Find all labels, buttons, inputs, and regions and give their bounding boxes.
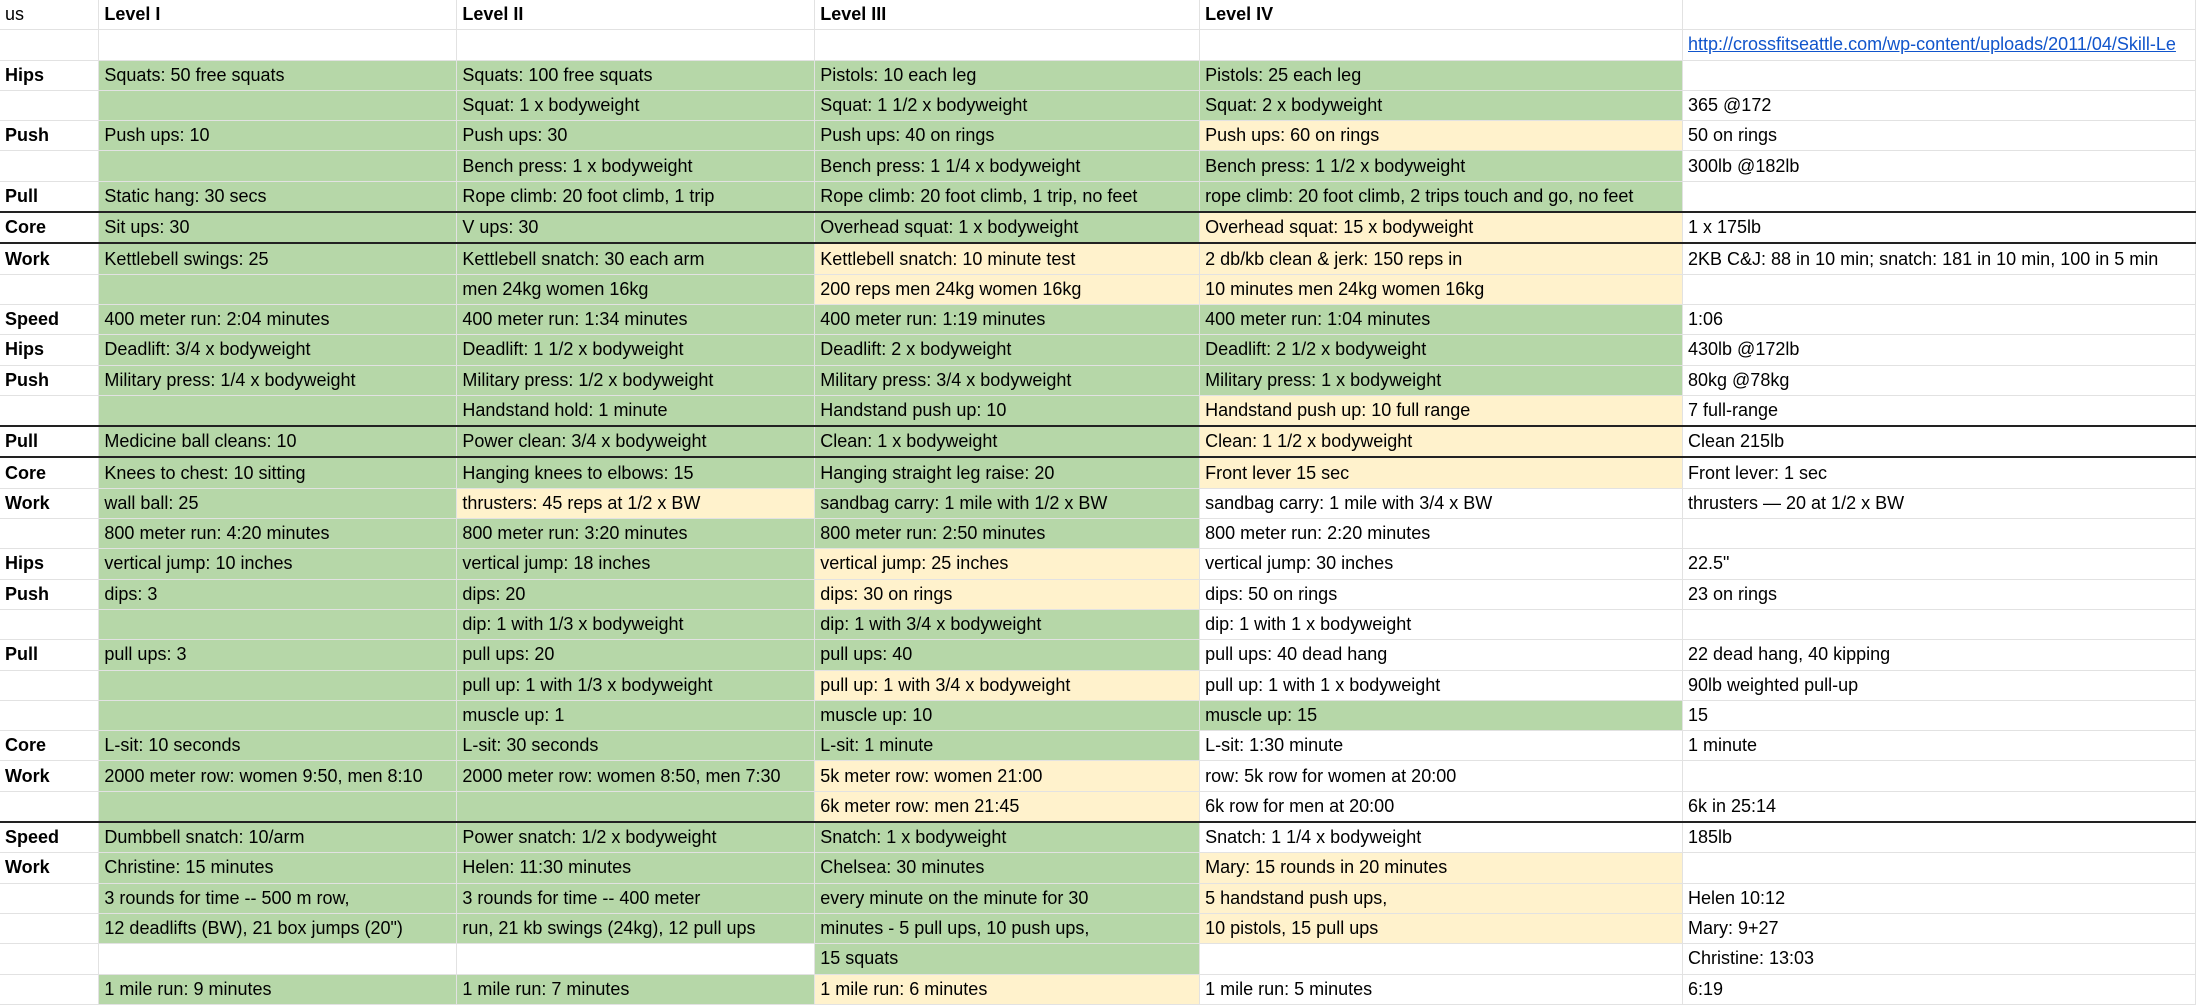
cell-category[interactable]: Pull [0,640,99,670]
cell-level-4[interactable]: vertical jump: 30 inches [1200,549,1683,579]
cell-notes[interactable]: 2KB C&J: 88 in 10 min; snatch: 181 in 10 min, 100 in 5 min [1683,243,2196,274]
cell-level-1[interactable] [99,609,457,639]
cell-level-2[interactable]: dips: 20 [457,579,815,609]
cell-level-1[interactable]: wall ball: 25 [99,488,457,518]
cell-level-4[interactable]: 800 meter run: 2:20 minutes [1200,519,1683,549]
cell-notes[interactable]: 1 x 175lb [1683,212,2196,243]
cell-level-2[interactable]: 400 meter run: 1:34 minutes [457,304,815,334]
cell-notes[interactable]: Helen 10:12 [1683,883,2196,913]
cell-level-1[interactable]: Push ups: 10 [99,121,457,151]
cell-level-1[interactable] [99,274,457,304]
cell-level-3[interactable]: Squat: 1 1/2 x bodyweight [815,90,1200,120]
cell-level-4[interactable]: Bench press: 1 1/2 x bodyweight [1200,151,1683,181]
cell-notes[interactable]: 185lb [1683,822,2196,853]
cell-level-3[interactable]: Bench press: 1 1/4 x bodyweight [815,151,1200,181]
table-row [0,731,2196,761]
cell-level-4[interactable]: sandbag carry: 1 mile with 3/4 x BW [1200,488,1683,518]
cell-notes[interactable] [1683,30,2196,60]
cell-category[interactable] [0,700,99,730]
cell-category[interactable]: Core [0,731,99,761]
cell-notes[interactable]: 22.5" [1683,549,2196,579]
cell-level-1[interactable]: 1 mile run: 9 minutes [99,974,457,1004]
cell-level-1[interactable]: Squats: 50 free squats [99,60,457,90]
cell-notes[interactable] [1683,274,2196,304]
cell-level-4[interactable]: 10 minutes men 24kg women 16kg [1200,274,1683,304]
table-row [0,365,2196,395]
cell-notes[interactable] [1683,181,2196,212]
table-row [0,822,2196,853]
cell-level-1[interactable]: pull ups: 3 [99,640,457,670]
cell-level-3[interactable]: Overhead squat: 1 x bodyweight [815,212,1200,243]
table-row [0,335,2196,365]
cell-level-1[interactable] [99,700,457,730]
cell-level-1[interactable]: 3 rounds for time -- 500 m row, [99,883,457,913]
cell-level-4[interactable]: Mary: 15 rounds in 20 minutes [1200,853,1683,883]
table-row [0,121,2196,151]
cell-notes[interactable] [1683,519,2196,549]
cell-level-3[interactable]: Rope climb: 20 foot climb, 1 trip, no feet [815,181,1200,212]
cell-level-2[interactable]: Push ups: 30 [457,121,815,151]
cell-level-1[interactable]: vertical jump: 10 inches [99,549,457,579]
cell-category[interactable] [0,395,99,426]
cell-level-2[interactable]: vertical jump: 18 inches [457,549,815,579]
cell-level-4[interactable]: L-sit: 1:30 minute [1200,731,1683,761]
cell-category[interactable] [0,791,99,822]
cell-notes[interactable]: 23 on rings [1683,579,2196,609]
cell-notes[interactable]: Clean 215lb [1683,426,2196,457]
table-row [0,761,2196,791]
cell-category[interactable] [0,913,99,943]
cell-category[interactable] [0,274,99,304]
cell-level-1[interactable]: 400 meter run: 2:04 minutes [99,304,457,334]
cell-level-2[interactable]: Deadlift: 1 1/2 x bodyweight [457,335,815,365]
cell-level-1[interactable]: Static hang: 30 secs [99,181,457,212]
cell-notes[interactable] [1683,609,2196,639]
cell-level-2[interactable]: 1 mile run: 7 minutes [457,974,815,1004]
table-row [0,488,2196,518]
table-row [0,640,2196,670]
cell-level-3[interactable]: Clean: 1 x bodyweight [815,426,1200,457]
table-row [0,913,2196,943]
cell-notes[interactable]: 6k in 25:14 [1683,791,2196,822]
table-row [0,579,2196,609]
cell-notes[interactable]: 22 dead hang, 40 kipping [1683,640,2196,670]
cell-category[interactable] [0,30,99,60]
cell-category[interactable]: Pull [0,181,99,212]
cell-level-4[interactable]: Push ups: 60 on rings [1200,121,1683,151]
cell-notes[interactable]: 430lb @172lb [1683,335,2196,365]
cell-level-4[interactable]: Handstand push up: 10 full range [1200,395,1683,426]
cell-level-1[interactable]: 800 meter run: 4:20 minutes [99,519,457,549]
cell-level-3[interactable]: 400 meter run: 1:19 minutes [815,304,1200,334]
cell-level-1[interactable]: Knees to chest: 10 sitting [99,457,457,488]
table-row [0,395,2196,426]
table-row [0,853,2196,883]
table-row [0,883,2196,913]
cell-level-2[interactable] [457,791,815,822]
cell-level-2[interactable]: Handstand hold: 1 minute [457,395,815,426]
cell-level-2[interactable]: pull up: 1 with 1/3 x bodyweight [457,670,815,700]
cell-category[interactable]: Push [0,579,99,609]
cell-category[interactable] [0,974,99,1004]
cell-level-1[interactable]: Sit ups: 30 [99,212,457,243]
cell-level-1[interactable] [99,791,457,822]
cell-level-4[interactable]: row: 5k row for women at 20:00 [1200,761,1683,791]
table-row [0,30,2196,60]
cell-level-2[interactable]: L-sit: 30 seconds [457,731,815,761]
table-row [0,181,2196,212]
cell-level-1[interactable]: Level I [99,0,457,30]
cell-level-3[interactable]: 6k meter row: men 21:45 [815,791,1200,822]
cell-level-1[interactable]: Christine: 15 minutes [99,853,457,883]
cell-level-4[interactable]: Front lever 15 sec [1200,457,1683,488]
cell-category[interactable]: Work [0,761,99,791]
cell-level-4[interactable]: Snatch: 1 1/4 x bodyweight [1200,822,1683,853]
cell-notes[interactable]: 90lb weighted pull-up [1683,670,2196,700]
cell-level-3[interactable]: L-sit: 1 minute [815,731,1200,761]
cell-level-2[interactable]: Rope climb: 20 foot climb, 1 trip [457,181,815,212]
cell-level-2[interactable]: 3 rounds for time -- 400 meter [457,883,815,913]
cell-level-2[interactable]: Kettlebell snatch: 30 each arm [457,243,815,274]
cell-category[interactable]: Speed [0,304,99,334]
cell-level-2[interactable]: muscle up: 1 [457,700,815,730]
cell-level-3[interactable] [815,30,1200,60]
cell-level-4[interactable]: dip: 1 with 1 x bodyweight [1200,609,1683,639]
table-row [0,90,2196,120]
cell-level-2[interactable]: Hanging knees to elbows: 15 [457,457,815,488]
cell-level-2[interactable] [457,944,815,974]
cell-notes[interactable]: 80kg @78kg [1683,365,2196,395]
table-row [0,274,2196,304]
table-row [0,944,2196,974]
cell-level-3[interactable]: 200 reps men 24kg women 16kg [815,274,1200,304]
table-row [0,519,2196,549]
cell-notes[interactable]: 365 @172 [1683,90,2196,120]
cell-level-1[interactable]: 2000 meter row: women 9:50, men 8:10 [99,761,457,791]
cell-category[interactable] [0,151,99,181]
cell-level-2[interactable]: Squat: 1 x bodyweight [457,90,815,120]
cell-notes[interactable]: 1 minute [1683,731,2196,761]
cell-category[interactable]: us [0,0,99,30]
cell-notes[interactable]: 7 full-range [1683,395,2196,426]
cell-category[interactable]: Push [0,365,99,395]
cell-level-3[interactable]: 1 mile run: 6 minutes [815,974,1200,1004]
cell-notes[interactable] [1683,761,2196,791]
table-row [0,304,2196,334]
cell-level-4[interactable]: dips: 50 on rings [1200,579,1683,609]
cell-level-3[interactable]: 800 meter run: 2:50 minutes [815,519,1200,549]
reference-link[interactable]: http://crossfitseattle.com/wp-content/uploads/2011/04/Skill-Le [1688,34,2176,55]
cell-level-4[interactable]: Pistols: 25 each leg [1200,60,1683,90]
cell-level-1[interactable] [99,151,457,181]
cell-level-2[interactable]: Military press: 1/2 x bodyweight [457,365,815,395]
cell-level-2[interactable]: pull ups: 20 [457,640,815,670]
cell-level-4[interactable]: Overhead squat: 15 x bodyweight [1200,212,1683,243]
cell-category[interactable] [0,944,99,974]
cell-level-2[interactable]: 800 meter run: 3:20 minutes [457,519,815,549]
cell-level-3[interactable]: Handstand push up: 10 [815,395,1200,426]
cell-level-3[interactable]: Kettlebell snatch: 10 minute test [815,243,1200,274]
cell-level-4[interactable]: 2 db/kb clean & jerk: 150 reps in [1200,243,1683,274]
cell-level-2[interactable]: Helen: 11:30 minutes [457,853,815,883]
cell-level-2[interactable] [457,30,815,60]
cell-notes[interactable]: 50 on rings [1683,121,2196,151]
cell-category[interactable]: Core [0,212,99,243]
cell-notes[interactable] [1683,0,2196,30]
cell-level-1[interactable]: Dumbbell snatch: 10/arm [99,822,457,853]
cell-level-3[interactable]: 15 squats [815,944,1200,974]
table-row [0,60,2196,90]
cell-level-3[interactable]: every minute on the minute for 30 [815,883,1200,913]
cell-notes[interactable]: Mary: 9+27 [1683,913,2196,943]
cell-level-3[interactable]: pull up: 1 with 3/4 x bodyweight [815,670,1200,700]
cell-level-1[interactable] [99,944,457,974]
cell-category[interactable] [0,90,99,120]
cell-notes[interactable] [1683,853,2196,883]
cell-level-1[interactable]: Kettlebell swings: 25 [99,243,457,274]
cell-level-3[interactable]: Snatch: 1 x bodyweight [815,822,1200,853]
cell-level-2[interactable]: 2000 meter row: women 8:50, men 7:30 [457,761,815,791]
table-row [0,791,2196,822]
cell-level-3[interactable]: Chelsea: 30 minutes [815,853,1200,883]
table-row [0,609,2196,639]
cell-category[interactable]: Speed [0,822,99,853]
cell-level-4[interactable]: pull ups: 40 dead hang [1200,640,1683,670]
cell-level-3[interactable]: Deadlift: 2 x bodyweight [815,335,1200,365]
cell-level-1[interactable] [99,670,457,700]
cell-level-4[interactable]: 400 meter run: 1:04 minutes [1200,304,1683,334]
cell-category[interactable] [0,609,99,639]
cell-level-1[interactable]: Medicine ball cleans: 10 [99,426,457,457]
cell-level-1[interactable] [99,30,457,60]
cell-level-4[interactable]: 6k row for men at 20:00 [1200,791,1683,822]
cell-level-1[interactable]: 12 deadlifts (BW), 21 box jumps (20") [99,913,457,943]
cell-notes[interactable]: 15 [1683,700,2196,730]
cell-level-4[interactable] [1200,944,1683,974]
cell-level-4[interactable]: pull up: 1 with 1 x bodyweight [1200,670,1683,700]
cell-category[interactable] [0,670,99,700]
cell-level-3[interactable]: Military press: 3/4 x bodyweight [815,365,1200,395]
cell-level-1[interactable]: dips: 3 [99,579,457,609]
cell-level-3[interactable]: Hanging straight leg raise: 20 [815,457,1200,488]
cell-level-4[interactable]: 1 mile run: 5 minutes [1200,974,1683,1004]
cell-notes[interactable] [1683,60,2196,90]
cell-category[interactable]: Core [0,457,99,488]
cell-level-4[interactable]: muscle up: 15 [1200,700,1683,730]
cell-level-2[interactable]: dip: 1 with 1/3 x bodyweight [457,609,815,639]
cell-level-4[interactable] [1200,30,1683,60]
cell-level-4[interactable]: Squat: 2 x bodyweight [1200,90,1683,120]
cell-level-1[interactable]: Military press: 1/4 x bodyweight [99,365,457,395]
cell-level-3[interactable]: vertical jump: 25 inches [815,549,1200,579]
table-row [0,700,2196,730]
cell-category[interactable] [0,883,99,913]
table-row [0,974,2196,1004]
table-row [0,426,2196,457]
cell-level-1[interactable]: L-sit: 10 seconds [99,731,457,761]
cell-level-3[interactable]: 5k meter row: women 21:00 [815,761,1200,791]
cell-level-1[interactable]: Deadlift: 3/4 x bodyweight [99,335,457,365]
cell-level-2[interactable]: men 24kg women 16kg [457,274,815,304]
cell-level-3[interactable]: minutes - 5 pull ups, 10 push ups, [815,913,1200,943]
cell-level-2[interactable]: V ups: 30 [457,212,815,243]
cell-level-1[interactable] [99,395,457,426]
cell-category[interactable]: Push [0,121,99,151]
cell-category[interactable]: Work [0,853,99,883]
cell-level-2[interactable]: Power snatch: 1/2 x bodyweight [457,822,815,853]
cell-level-3[interactable]: dips: 30 on rings [815,579,1200,609]
cell-notes[interactable]: Christine: 13:03 [1683,944,2196,974]
cell-notes[interactable]: 6:19 [1683,974,2196,1004]
cell-level-3[interactable]: muscle up: 10 [815,700,1200,730]
table-row [0,670,2196,700]
cell-category[interactable] [0,519,99,549]
cell-level-3[interactable]: pull ups: 40 [815,640,1200,670]
cell-level-4[interactable]: Military press: 1 x bodyweight [1200,365,1683,395]
cell-category[interactable]: Hips [0,549,99,579]
cell-level-2[interactable]: Squats: 100 free squats [457,60,815,90]
table-row [0,0,2196,30]
cell-level-2[interactable]: Level II [457,0,815,30]
table-row [0,457,2196,488]
cell-level-4[interactable]: rope climb: 20 foot climb, 2 trips touch and go, no feet [1200,181,1683,212]
table-row [0,151,2196,181]
cell-category[interactable]: Hips [0,60,99,90]
cell-level-2[interactable]: run, 21 kb swings (24kg), 12 pull ups [457,913,815,943]
cell-level-4[interactable]: 10 pistols, 15 pull ups [1200,913,1683,943]
cell-notes[interactable]: Front lever: 1 sec [1683,457,2196,488]
cell-level-2[interactable]: Power clean: 3/4 x bodyweight [457,426,815,457]
cell-level-3[interactable]: sandbag carry: 1 mile with 1/2 x BW [815,488,1200,518]
cell-category[interactable]: Hips [0,335,99,365]
cell-level-2[interactable]: thrusters: 45 reps at 1/2 x BW [457,488,815,518]
table-row [0,212,2196,243]
table-row [0,549,2196,579]
cell-category[interactable]: Pull [0,426,99,457]
cell-level-2[interactable]: Bench press: 1 x bodyweight [457,151,815,181]
cell-level-4[interactable]: Deadlift: 2 1/2 x bodyweight [1200,335,1683,365]
cell-level-1[interactable] [99,90,457,120]
cell-level-3[interactable]: Pistols: 10 each leg [815,60,1200,90]
cell-notes[interactable]: 1:06 [1683,304,2196,334]
cell-level-3[interactable]: Level III [815,0,1200,30]
table-row [0,243,2196,274]
cell-level-3[interactable]: Push ups: 40 on rings [815,121,1200,151]
cell-notes[interactable]: thrusters — 20 at 1/2 x BW [1683,488,2196,518]
cell-notes[interactable]: 300lb @182lb [1683,151,2196,181]
cell-level-4[interactable]: 5 handstand push ups, [1200,883,1683,913]
cell-category[interactable]: Work [0,488,99,518]
cell-level-3[interactable]: dip: 1 with 3/4 x bodyweight [815,609,1200,639]
cell-level-4[interactable]: Clean: 1 1/2 x bodyweight [1200,426,1683,457]
cell-level-4[interactable]: Level IV [1200,0,1683,30]
cell-category[interactable]: Work [0,243,99,274]
